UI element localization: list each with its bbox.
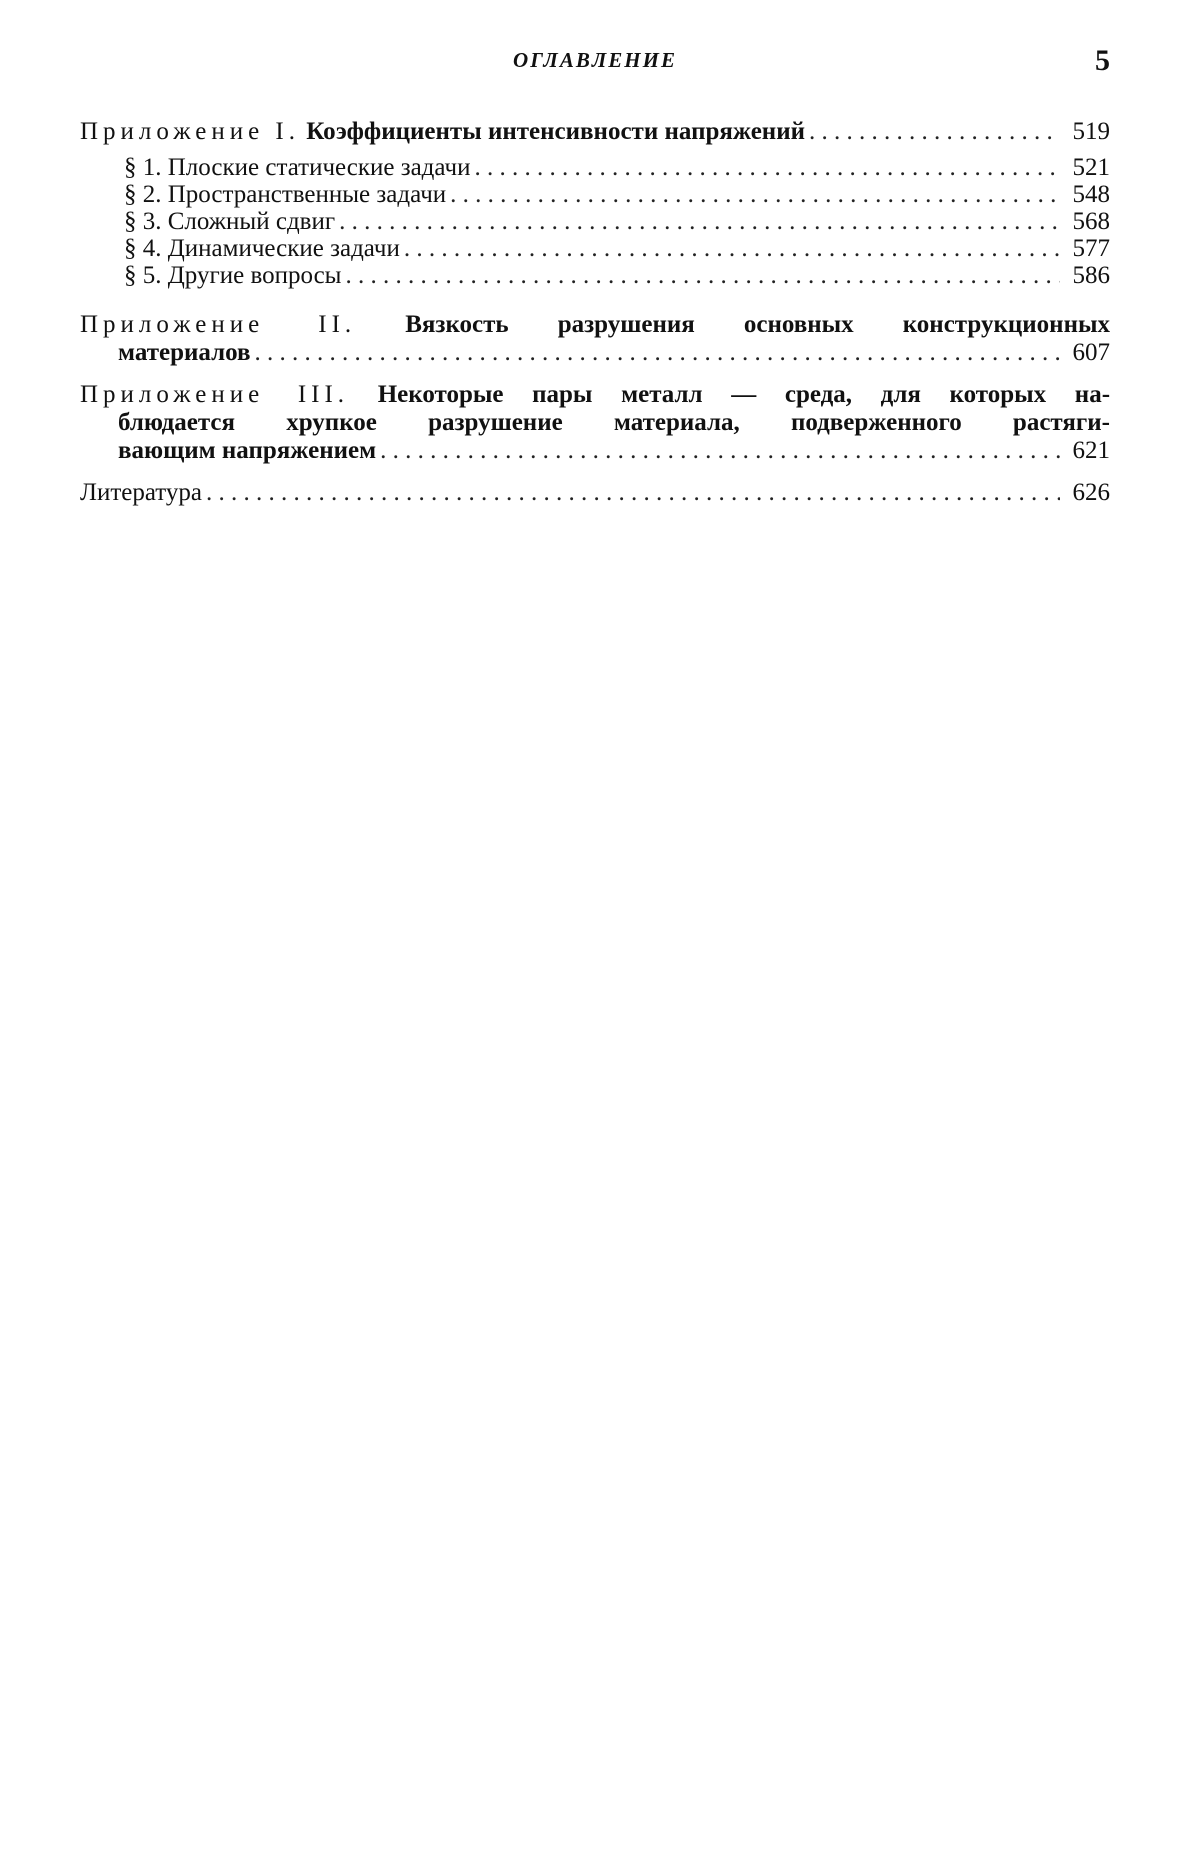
dot-leader [345, 262, 1060, 289]
toc-page-number: 568 [1072, 208, 1110, 235]
appendix-1-sections [124, 154, 1110, 289]
toc-section-3[interactable] [124, 208, 1110, 235]
section-label: § 5. Другие вопросы [124, 262, 342, 289]
appendix-title: Некоторые пары металл — среда, для которых на- [377, 381, 1111, 408]
toc-entry-text [80, 118, 805, 146]
toc-page-number: 548 [1072, 181, 1110, 208]
section-label: § 1. Плоские статические задачи [124, 154, 471, 181]
appendix-title-last-line [80, 437, 1110, 465]
appendix-title-line [80, 381, 1110, 409]
dot-leader [450, 181, 1060, 208]
toc-page-number: 577 [1072, 235, 1110, 262]
toc-section-5[interactable] [124, 262, 1110, 289]
toc-entry-literature[interactable] [80, 479, 1110, 507]
appendix-title-continued: вающим напряжением [118, 437, 377, 464]
toc-section-2[interactable] [124, 181, 1110, 208]
table-of-contents [80, 118, 1110, 507]
literature-label: Литература [80, 479, 202, 506]
toc-section-4[interactable] [124, 235, 1110, 262]
appendix-title: Коэффициенты интенсивности напряжений [306, 118, 806, 145]
toc-page-number: 519 [1072, 118, 1110, 145]
toc-page-number: 607 [1072, 339, 1110, 366]
dot-leader [206, 479, 1060, 507]
page-number: 5 [1095, 44, 1110, 77]
appendix-title: Вязкость разрушения основных конструкционных [405, 311, 1110, 338]
appendix-title-continued: материалов [118, 339, 251, 366]
appendix-title-last-line [80, 339, 1110, 367]
dot-leader [339, 208, 1060, 235]
section-label: § 2. Пространственные задачи [124, 181, 447, 208]
toc-page-number: 626 [1072, 479, 1110, 506]
running-title: ОГЛАВЛЕНИЕ [513, 48, 677, 72]
section-label: § 3. Сложный сдвиг [124, 208, 336, 235]
toc-page-number: 521 [1072, 154, 1110, 181]
appendix-prefix: Приложение II. [80, 311, 357, 338]
toc-entry-appendix-2[interactable] [80, 311, 1110, 367]
dot-leader [474, 154, 1060, 181]
dot-leader [255, 339, 1060, 367]
section-label: § 4. Динамические задачи [124, 235, 400, 262]
toc-page-number: 621 [1072, 437, 1110, 464]
toc-entry-appendix-3[interactable] [80, 381, 1110, 465]
appendix-prefix: Приложение I. [80, 118, 301, 145]
dot-leader [380, 437, 1060, 465]
toc-page-number: 586 [1072, 262, 1110, 289]
appendix-title-line-2: блюдается хрупкое разрушение материала, подверженного растяги- [118, 409, 1110, 436]
dot-leader [404, 235, 1060, 262]
dot-leader [809, 118, 1060, 146]
appendix-prefix: Приложение III. [80, 381, 350, 408]
toc-section-1[interactable] [124, 154, 1110, 181]
appendix-title-line [80, 311, 1110, 339]
toc-entry-appendix-1[interactable] [80, 118, 1110, 146]
running-head [80, 44, 1110, 88]
